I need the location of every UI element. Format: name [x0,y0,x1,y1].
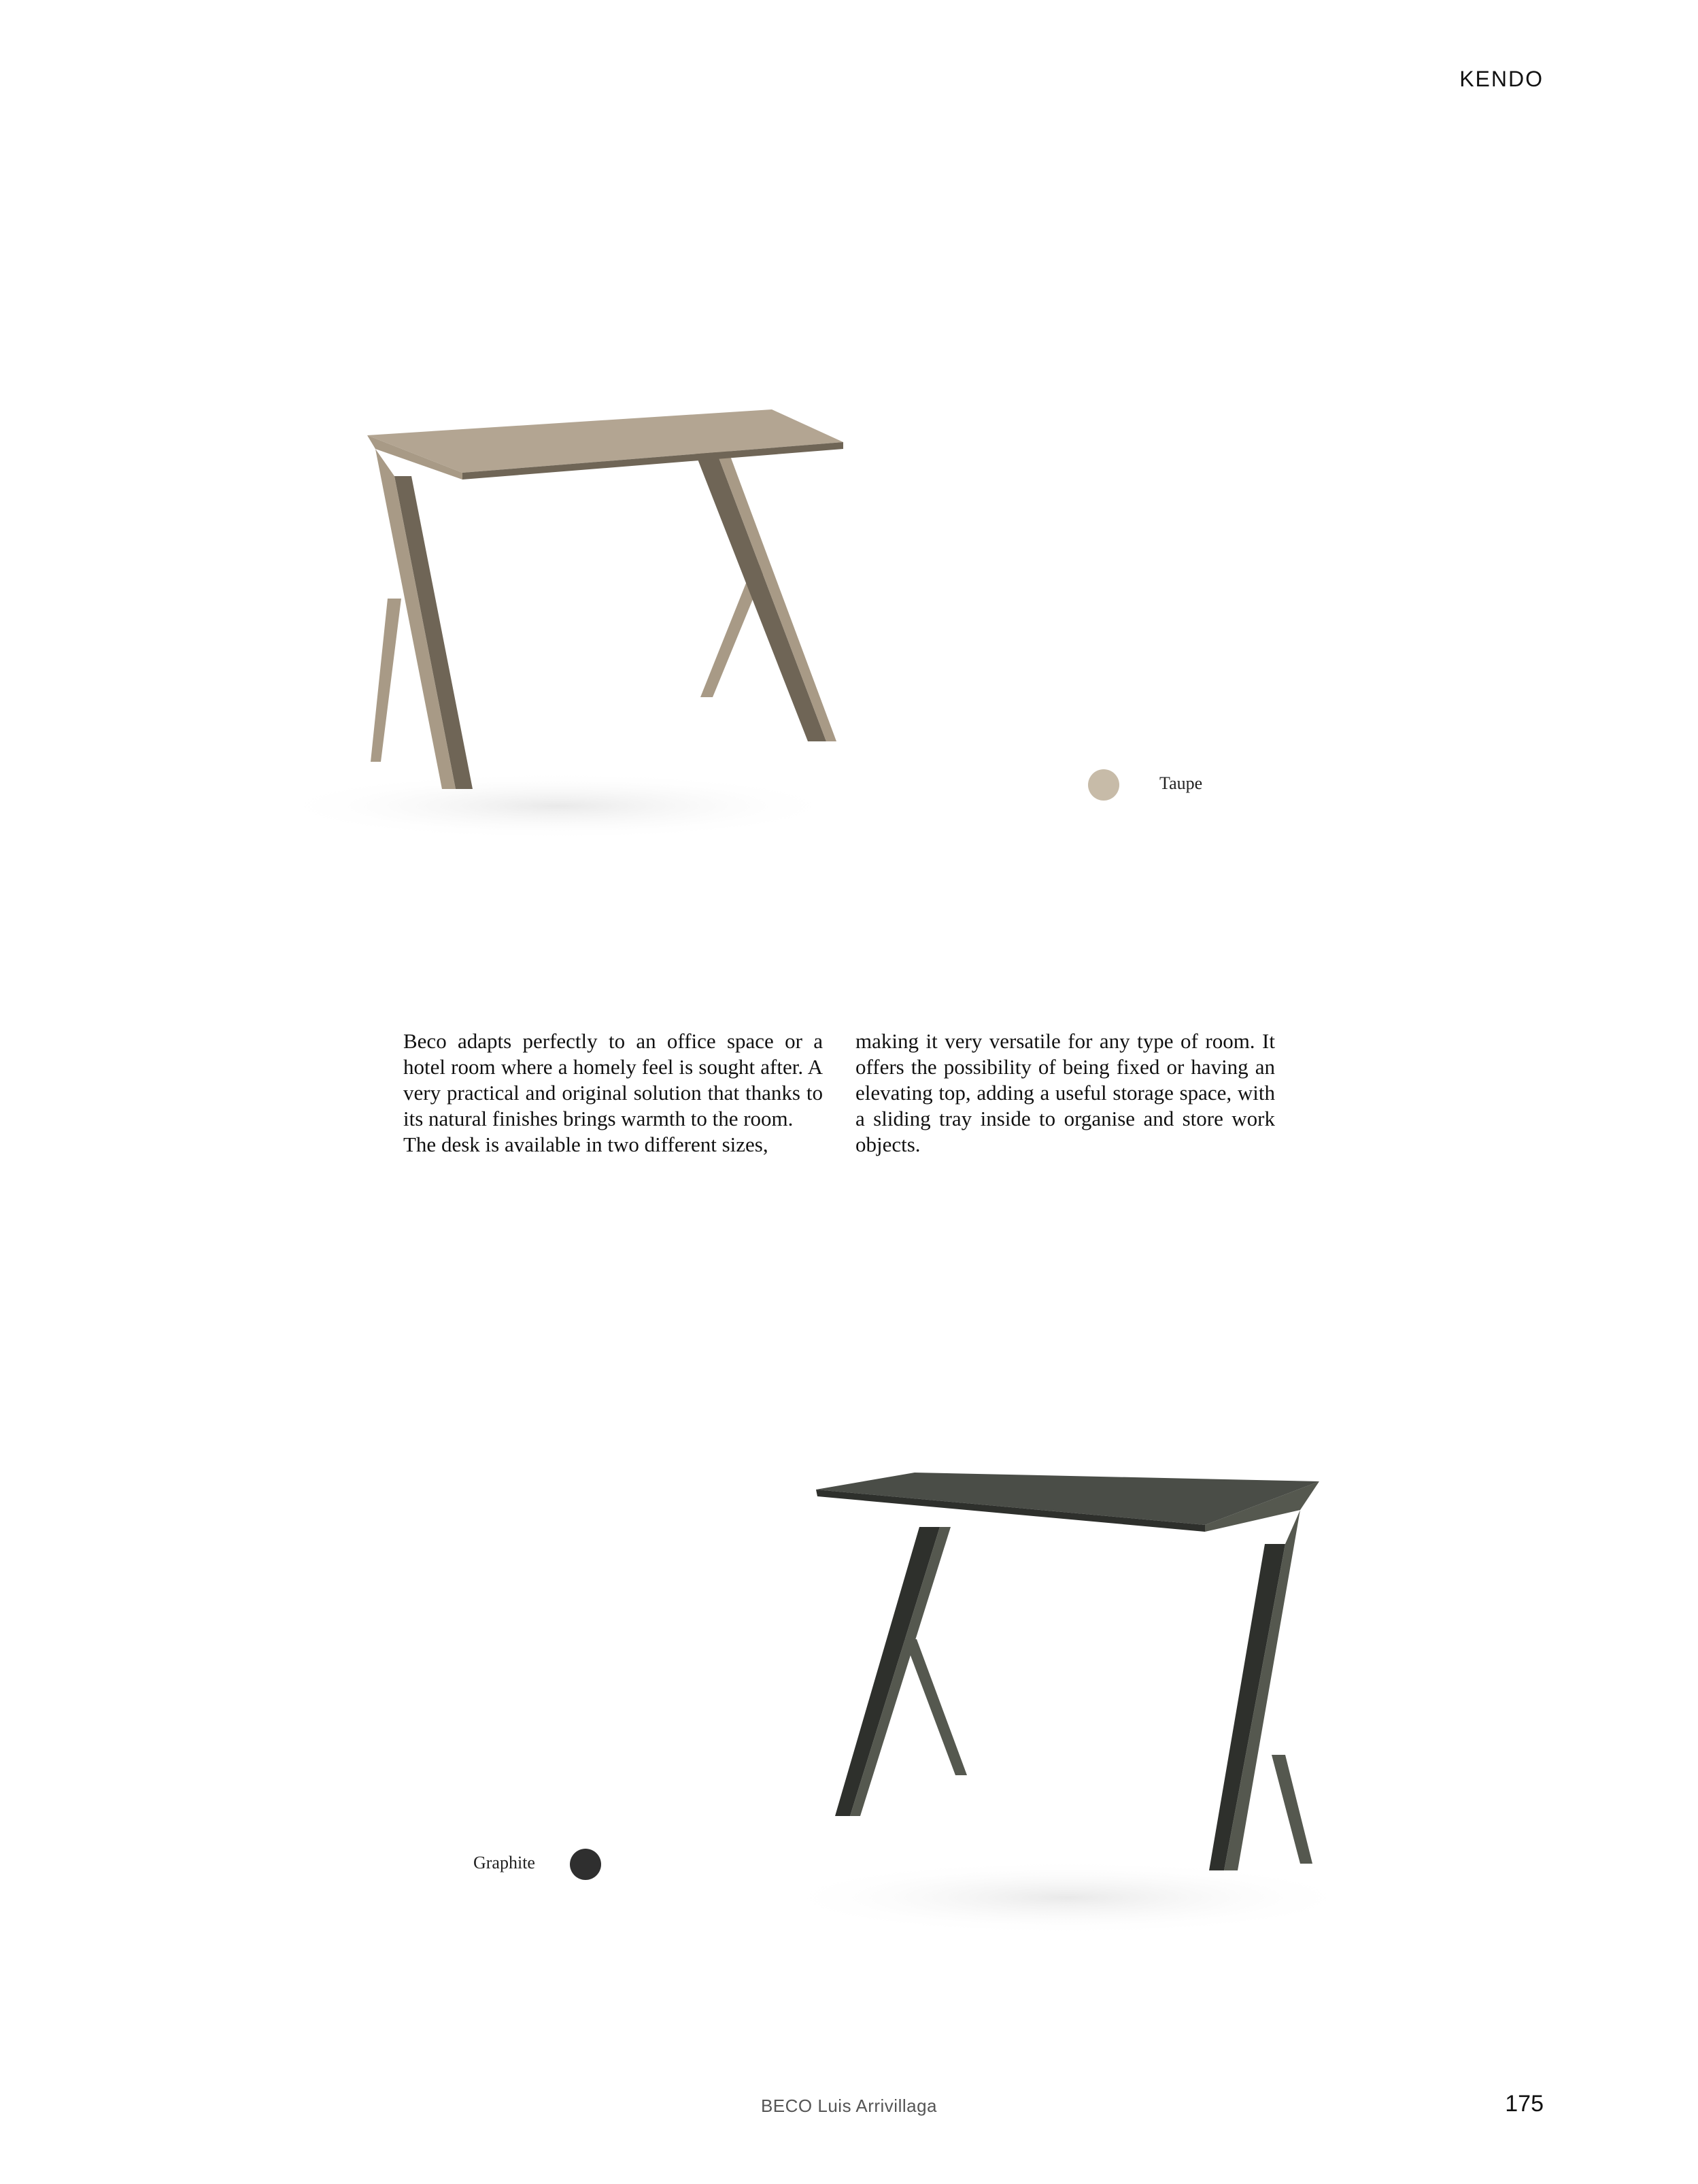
graphite-swatch-label: Graphite [473,1853,535,1872]
back-right-leg [1272,1755,1312,1864]
description-paragraph: making it very versatile for any type of room. It offers the possibility of being fixed or having an elevating top, adding a useful storage space, with a sliding tray inside to organise and store work objects. [855,1029,1275,1156]
floor-shadow [272,772,843,840]
description-paragraph: Beco adapts perfectly to an office space or a hotel room where a homely feel is sought after. A very practical and original solution that thanks to its natural finishes brings warmth to the room. [403,1029,823,1130]
graphite-desk-illustration [748,1435,1387,1952]
description-text [403,1028,1275,1158]
graphite-color-swatch [570,1849,601,1880]
taupe-color-swatch [1088,769,1119,801]
back-left-leg [371,599,401,762]
taupe-desk-illustration [258,354,898,857]
front-right-leg [694,449,826,741]
description-paragraph: The desk is available in two different sizes, [403,1132,768,1156]
footer-credit: BECO Luis Arrivillaga [760,2096,938,2116]
brand-name: KENDO [1459,67,1544,91]
graphite-desk-photo [748,1435,1387,1952]
taupe-desk-photo [258,354,898,857]
floor-shadow [775,1860,1360,1935]
description-column-right [855,1028,1275,1158]
front-right-leg [1209,1544,1285,1870]
front-right-leg-edge [715,449,836,741]
description-column-left [403,1028,823,1158]
taupe-swatch-label: Taupe [1159,773,1203,793]
page-number: 175 [1505,2091,1544,2117]
front-left-leg-edge [850,1527,951,1816]
back-left-leg [904,1639,967,1775]
